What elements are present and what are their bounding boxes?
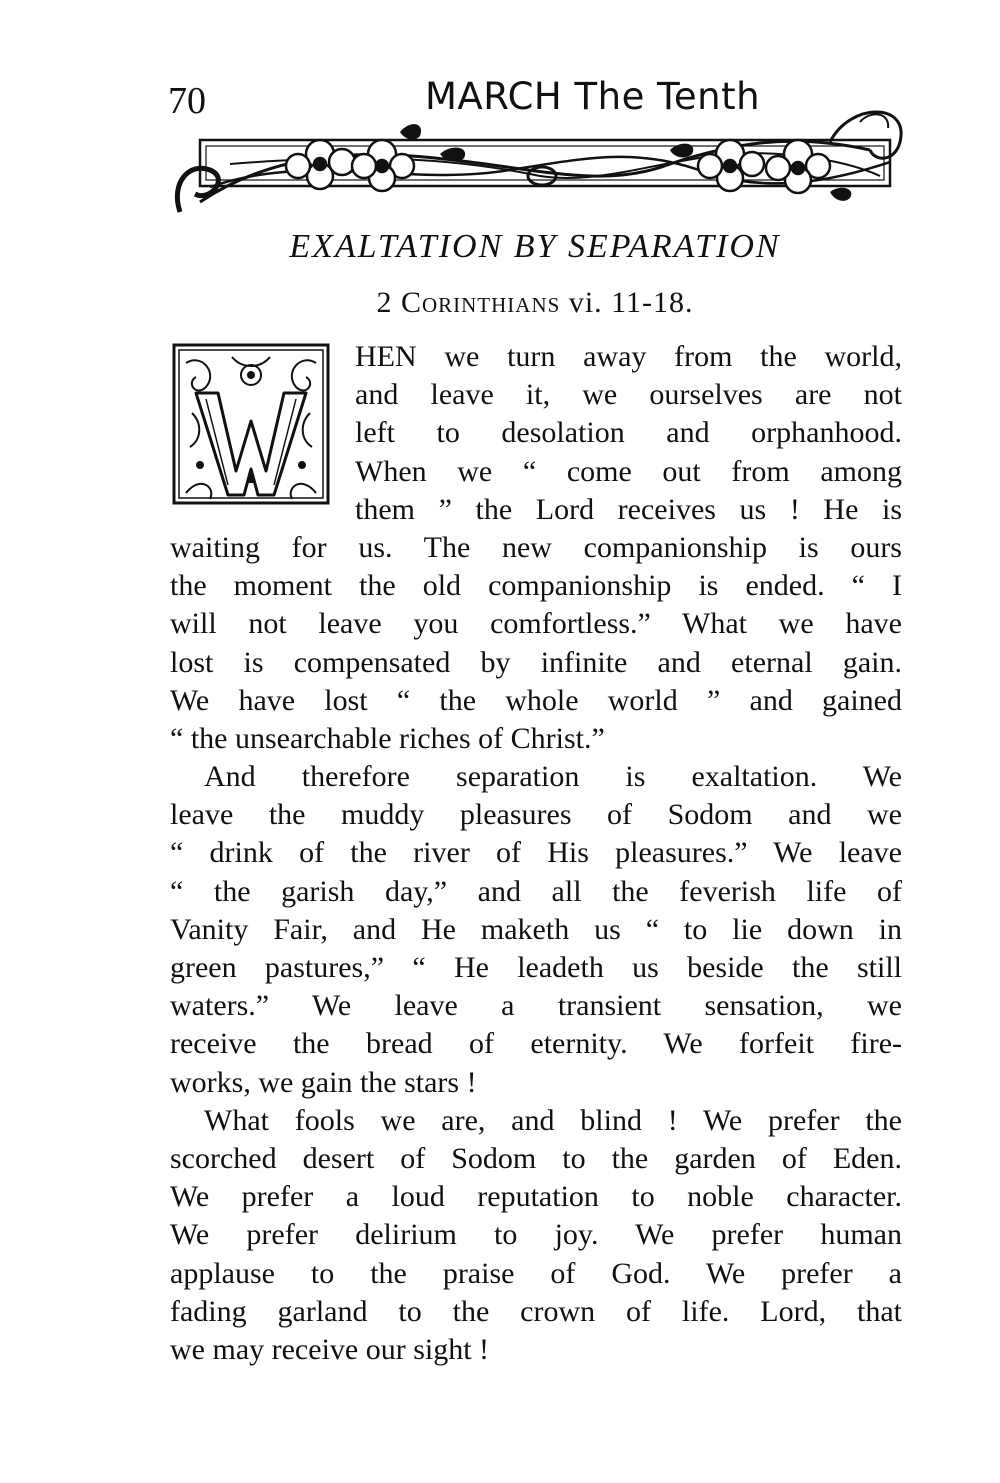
text-line: What fools we are, and blind ! We prefer the (204, 1103, 902, 1137)
chapter-heading: EXALTATION BY SEPARATION (289, 228, 781, 265)
scripture-verses: vi. 11-18. (568, 286, 694, 319)
text-line: Vanity Fair, and He maketh us “ to lie down in (170, 912, 902, 946)
text-line: “ the unsearchable riches of Christ.” (170, 721, 605, 755)
page-number: 70 (168, 80, 206, 122)
text-line: them ” the Lord receives us ! He is (355, 492, 902, 526)
text-line: left to desolation and orphanhood. (355, 416, 902, 450)
text-line: leave the muddy pleasures of Sodom and we (170, 798, 902, 832)
text-line: fading garland to the crown of life. Lord, that (170, 1294, 902, 1328)
text-line: When we “ come out from among (355, 454, 902, 488)
text-line: receive the bread of eternity. We forfeit fire- (170, 1027, 902, 1061)
devotional-text (170, 338, 902, 1369)
text-line: scorched desert of Sodom to the garden of Eden. (170, 1141, 902, 1175)
scripture-reference (170, 288, 900, 318)
text-line: waters.” We leave a transient sensation, we (170, 989, 902, 1023)
dropcap-letter: W (250, 493, 252, 494)
text-line: We prefer delirium to joy. We prefer human (170, 1218, 902, 1252)
text-line: We prefer a loud reputation to noble character. (170, 1180, 902, 1214)
text-line: And therefore separation is exaltation. We (204, 760, 902, 794)
running-title: MARCH The Tenth (425, 75, 761, 118)
text-line: works, we gain the stars ! (170, 1065, 477, 1099)
text-line: waiting for us. The new companionship is ours (170, 530, 902, 564)
floral-ornament-icon (170, 92, 910, 226)
text-line: applause to the praise of God. We prefer a (170, 1256, 902, 1290)
text-line: will not leave you comfortless.” What we have (170, 607, 902, 641)
text-line: “ drink of the river of His pleasures.” We leave (170, 836, 902, 870)
text-line: “ the garish day,” and all the feverish life of (170, 874, 902, 908)
text-line: HEN we turn away from the world, (355, 340, 902, 373)
text-line: We have lost “ the whole world ” and gained (170, 683, 902, 717)
text-line: and leave it, we ourselves are not (355, 378, 902, 412)
text-line: we may receive our sight ! (170, 1332, 490, 1366)
text-line: the moment the old companionship is ended. “ I (170, 569, 902, 603)
text-line: lost is compensated by infinite and eternal gain. (170, 645, 902, 679)
scripture-book: Corinthians (400, 286, 561, 319)
text-line: green pastures,” “ He leadeth us beside the still (170, 951, 902, 984)
scripture-book-number: 2 (376, 286, 393, 319)
